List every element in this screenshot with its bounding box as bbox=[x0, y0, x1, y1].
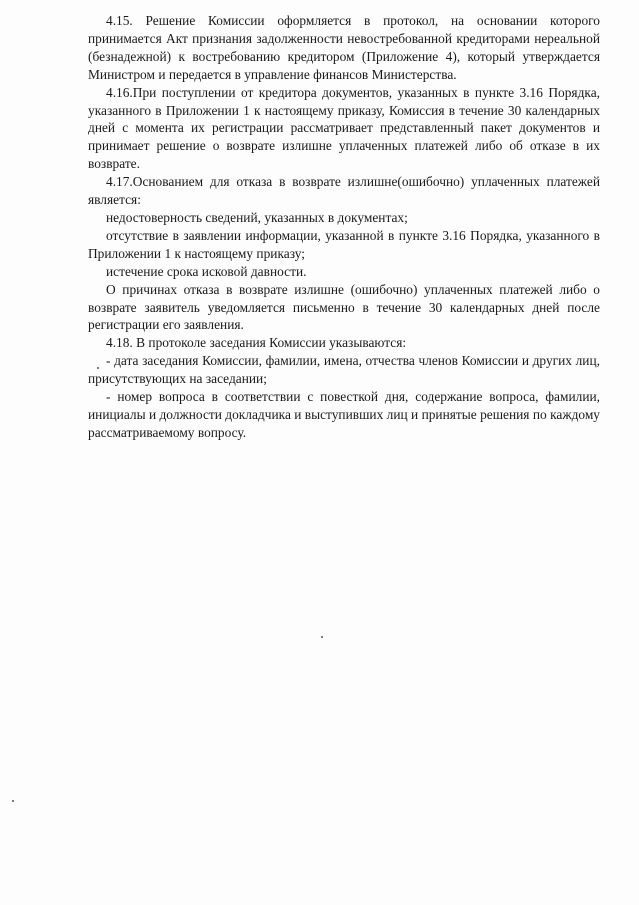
scan-speck bbox=[12, 800, 14, 802]
paragraph-4-15: 4.15. Решение Комиссии оформляется в протокол, на основании которого принимается Акт признания задолженности невостребованной кредиторами нереальной (безнадежной) к востребованию кредитором (Приложение 4), который утверждается Министром и передается в управление финансов Министерства. bbox=[88, 13, 600, 82]
refusal-reason-2: отсутствие в заявлении информации, указанной в пункте 3.16 Порядка, указанного в Приложении 1 к настоящему приказу; bbox=[88, 227, 600, 261]
refusal-reason-3: истечение срока исковой давности. bbox=[106, 263, 307, 279]
refusal-reason-1: недостоверность сведений, указанных в документах; bbox=[106, 209, 408, 225]
scan-speck bbox=[321, 636, 323, 638]
paragraph-4-18: 4.18. В протоколе заседания Комиссии указываются: bbox=[106, 335, 407, 351]
scan-speck bbox=[97, 367, 99, 369]
paragraph-4-17: 4.17.Основанием для отказа в возврате излишне(ошибочно) уплаченных платежей является: bbox=[88, 174, 600, 208]
protocol-item-1: - дата заседания Комиссии, фамилии, имена, отчества членов Комиссии и других лиц, присутствующих на заседании; bbox=[88, 353, 600, 387]
document-body bbox=[88, 12, 600, 442]
paragraph-4-16: 4.16.При поступлении от кредитора документов, указанных в пункте 3.16 Порядка, указанного в Приложении 1 к настоящему приказу, Комиссия в течение 30 календарных дней с момента их регистрации рассматривает представленный пакет документов и принимает решение о возврате излишне уплаченных платежей либо об отказе в их возврате. bbox=[88, 84, 600, 172]
protocol-item-2: - номер вопроса в соответствии с повесткой дня, содержание вопроса, фамилии, инициалы и должности докладчика и выступивших лиц и принятые решения по каждому рассматриваемому вопросу. bbox=[88, 389, 600, 440]
refusal-notification-paragraph: О причинах отказа в возврате излишне (ошибочно) уплаченных платежей либо о возврате заявитель уведомляется письменно в течение 30 календарных дней после регистрации его заявления. bbox=[88, 281, 600, 333]
